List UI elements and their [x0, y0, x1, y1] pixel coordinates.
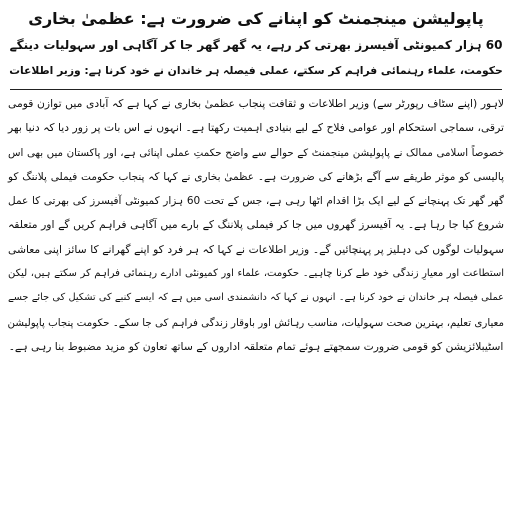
body-line: پالیسی کو موثر طریقے سے آگے بڑھانے کی ضرورت ہے۔ عظمیٰ بخاری نے کہا کہ پنجاب حکومت فیملی پلاننگ کو — [8, 170, 504, 183]
body-line: اسٹیبلائزیشن کو قومی ضرورت سمجھتے ہوئے تمام متعلقہ اداروں کے ساتھ تعاون کو مزید مضبوط بنا رہی ہے۔ — [8, 339, 504, 353]
sub-headline-1: 60 ہزار کمیونٹی آفیسرز بھرتی کر رہے، یہ گھر گھر جا کر آگاہی اور سہولیات دینگے — [9, 38, 503, 52]
body-line: معیاری تعلیم، بہترین صحت سہولیات، مناسب رہائش اور باوقار زندگی فراہم کی جا سکے۔ حکومت پنجاب پاپولیشن — [7, 316, 504, 329]
article-body — [6, 92, 506, 359]
body-line: شروع کیا جا رہا ہے۔ یہ آفیسرز گھروں میں جا کر فیملی پلاننگ کے بارے میں آگاہی فراہم کریں گے اور متعلقہ — [8, 218, 504, 232]
body-line: خصوصاً اسلامی ممالک نے پاپولیشن مینجمنٹ کے حوالے سے واضح حکمتِ عملی اپنائی ہے، اور پاکستان میں بھی اس — [8, 146, 504, 159]
body-line: سہولیات لوگوں کی دہلیز پر پہنچائیں گے۔ وزیر اطلاعات نے کہا کہ ہر فرد کو اپنے گھرانے کا سائز اپنی معاشی — [8, 242, 504, 256]
body-line: استطاعت اور معیارِ زندگی خود طے کرنا چاہیے۔ حکومت، علماء اور کمیونٹی ادارے رہنمائی فراہم کر سکتے ہیں، لیکن — [8, 268, 504, 280]
body-line: گھر گھر تک پہنچانے کے لیے ایک بڑا اقدام اٹھا رہی ہے، جس کے تحت 60 ہزار کمیونٹی آفیسرز کی بھرتی کا عمل — [8, 195, 504, 208]
main-headline: پاپولیشن مینجمنٹ کو اپنانے کی ضرورت ہے: عظمیٰ بخاری — [28, 9, 484, 28]
body-line: لاہور (اپنے سٹاف رپورٹر سے) وزیر اطلاعات و ثقافت پنجاب عظمیٰ بخاری نے کہا ہے کہ آبادی میں توازن قومی — [8, 97, 504, 110]
body-line: ترقی، سماجی استحکام اور عوامی فلاح کے لیے بنیادی اہمیت رکھتا ہے۔ انہوں نے اس بات پر زور دیا کہ دنیا بھر — [8, 121, 504, 135]
sub-headline-2: حکومت، علماء رہنمائی فراہم کر سکتے، عملی فیصلہ ہر خاندان نے خود کرنا ہے: وزیر اطلاعات — [9, 64, 503, 77]
body-line: عملی فیصلہ ہر خاندان نے خود کرنا ہے۔ انہوں نے کہا کہ دانشمندی اسی میں ہے کہ ایسے کنبے کی تشکیل کی جائے جسے — [8, 292, 504, 304]
headline-divider — [10, 89, 502, 90]
